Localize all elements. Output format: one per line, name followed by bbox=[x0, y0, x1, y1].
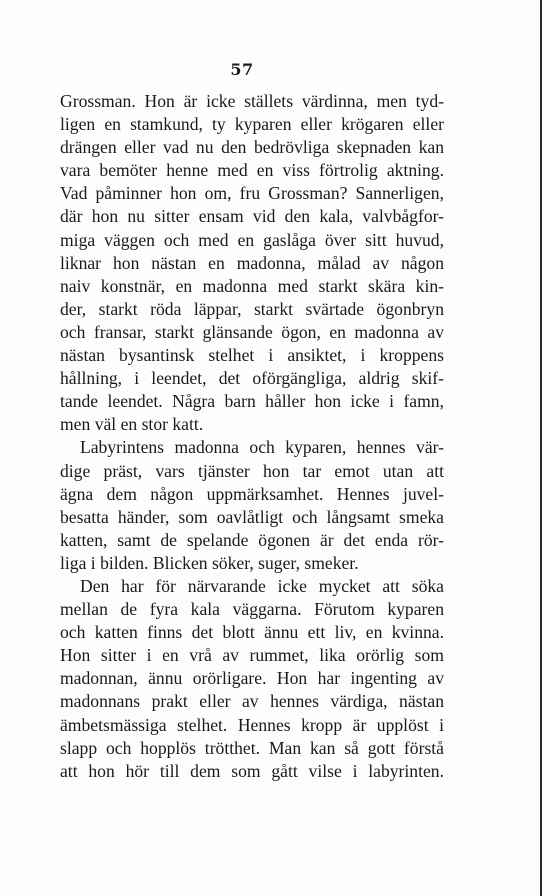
text-line: Hon sitter i en vrå av rummet, lika orörlig som bbox=[60, 645, 444, 666]
text-line: naiv konstnär, en madonna med starkt skära kin- bbox=[60, 275, 444, 296]
text-line: Den har för närvarande icke mycket att söka bbox=[80, 575, 444, 596]
text-line: hållning, i leendet, det oförgängliga, aldrig skif- bbox=[60, 368, 444, 389]
text-line: mellan de fyra kala väggarna. Förutom kyparen bbox=[60, 599, 444, 620]
body-text bbox=[60, 90, 444, 783]
text-line: och fransar, starkt glänsande ögon, en madonna av bbox=[60, 321, 444, 342]
page-number: 57 bbox=[230, 60, 254, 79]
text-line: madonnans prakt eller av hennes värdiga, nästan bbox=[60, 691, 444, 712]
text-line: ägna dem någon uppmärksamhet. Hennes juvel- bbox=[60, 483, 444, 504]
page-edge-shadow bbox=[540, 0, 542, 896]
text-line: där hon nu sitter ensam vid den kala, valvbågfor- bbox=[60, 206, 444, 227]
text-line: besatta händer, som oavlåtligt och långsamt smeka bbox=[60, 506, 444, 527]
text-line: nästan bysantinsk stelhet i ansiktet, i kroppens bbox=[60, 345, 444, 366]
text-line: miga väggen och med en gaslåga över sitt huvud, bbox=[60, 229, 444, 250]
text-line: der, starkt röda läppar, starkt svärtade ögonbryn bbox=[60, 298, 444, 319]
text-line: men väl en stor katt. bbox=[60, 414, 204, 435]
paragraph bbox=[60, 575, 444, 783]
text-line: drängen eller vad nu den bedrövliga skepnaden kan bbox=[60, 137, 444, 158]
text-line: att hon hör till dem som gått vilse i labyrinten. bbox=[60, 760, 444, 781]
text-line: dige präst, vars tjänster hon tar emot utan att bbox=[60, 460, 444, 481]
text-line: liknar hon nästan en madonna, målad av någon bbox=[60, 252, 444, 273]
paragraph bbox=[60, 90, 444, 436]
text-line: madonnan, ännu orörligare. Hon har ingenting av bbox=[60, 668, 444, 689]
text-line: katten, samt de spelande ögonen är det enda rör- bbox=[60, 529, 444, 550]
text-line: och katten finns det blott ännu ett liv, en kvinna. bbox=[60, 622, 444, 643]
text-line: tande leendet. Några barn håller hon icke i famn, bbox=[60, 391, 444, 412]
text-line: ligen en stamkund, ty kyparen eller krögaren eller bbox=[60, 114, 444, 135]
text-line: Grossman. Hon är icke ställets värdinna, men tyd- bbox=[60, 91, 444, 111]
text-line: ämbetsmässiga stelhet. Hennes kropp är upplöst i bbox=[60, 714, 444, 735]
text-line: Labyrintens madonna och kyparen, hennes vär- bbox=[80, 437, 444, 458]
text-line: vara bemöter henne med en viss förtrolig aktning. bbox=[60, 160, 444, 181]
text-line: liga i bilden. Blicken söker, suger, smeker. bbox=[60, 552, 359, 573]
text-line: Vad påminner hon om, fru Grossman? Sannerligen, bbox=[60, 183, 444, 204]
paragraph bbox=[60, 436, 444, 575]
text-line: slapp och hopplös trötthet. Man kan så gott förstå bbox=[60, 737, 444, 758]
